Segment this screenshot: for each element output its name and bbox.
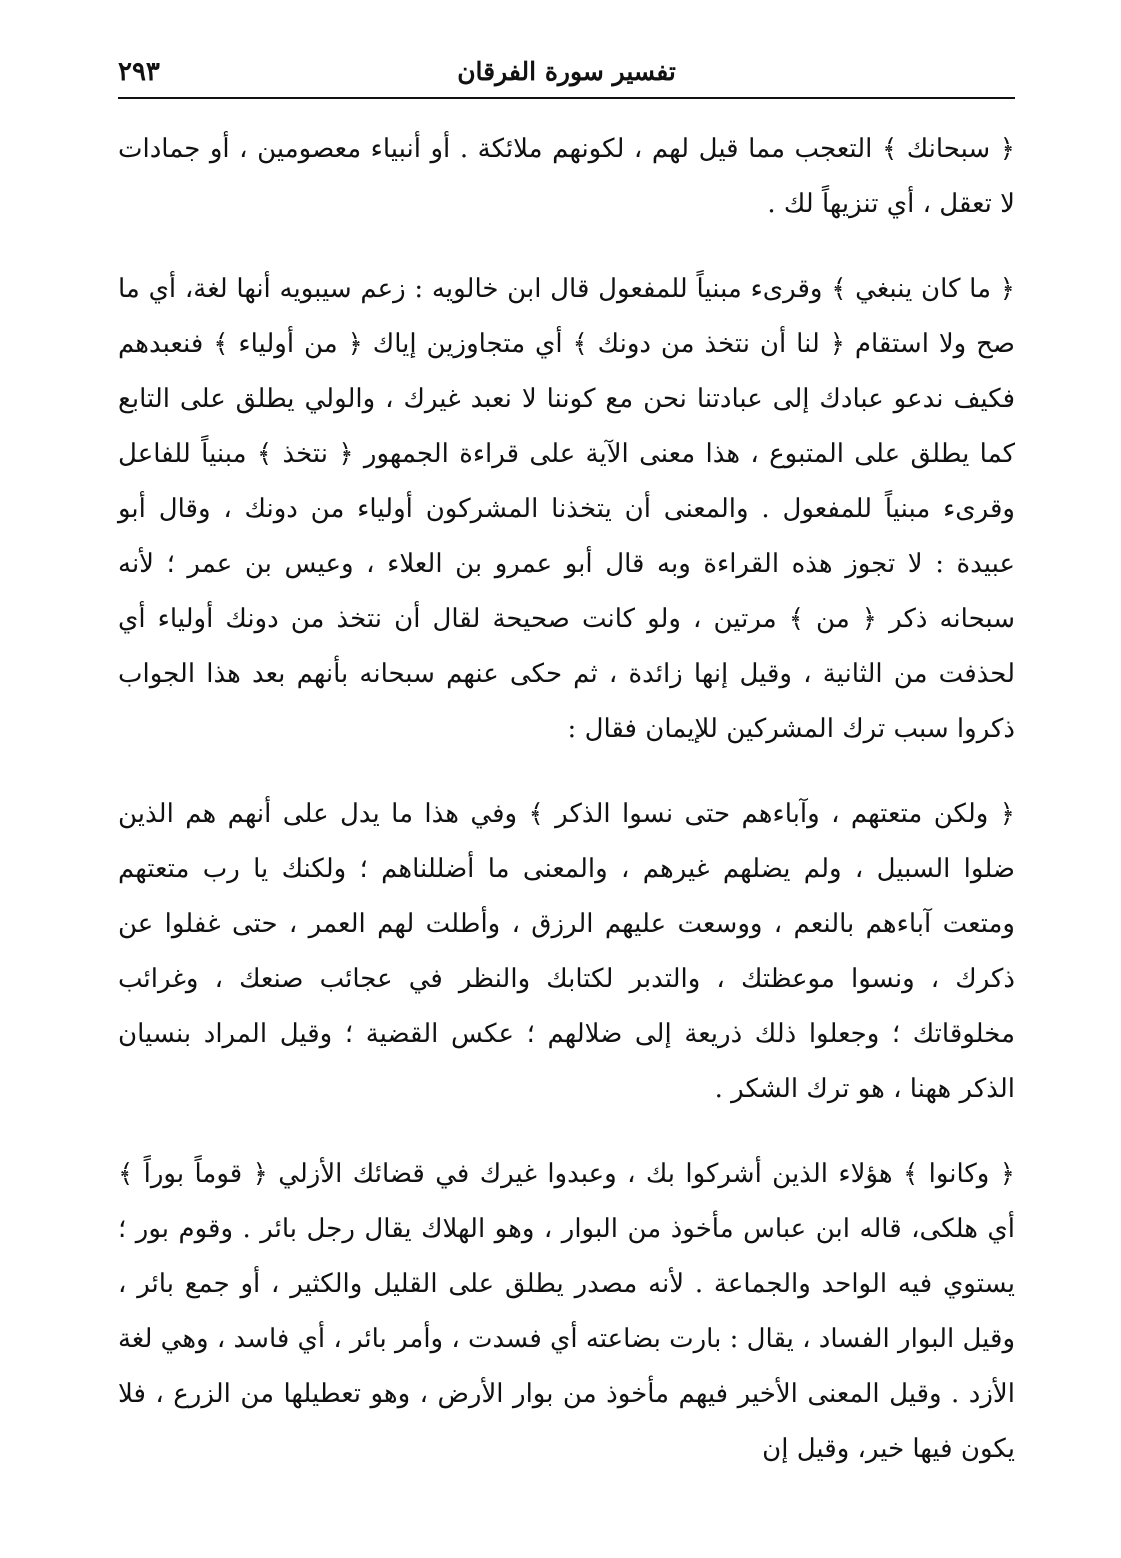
paragraph: ﴿ وكانوا ﴾ هؤلاء الذين أشركوا بك ، وعبدوا غيرك في قضائك الأزلي ﴿ قوماً بوراً ﴾ أي هلكى، قاله ابن عباس مأخوذ من البوار ، وهو الهلاك يقال رجل بائر . وقوم بور ؛ يستوي فيه الواحد والجماعة . لأنه مصدر يطلق على القليل والكثير ، أو جمع بائر ، وقيل البوار الفساد ، يقال : بارت بضاعته أي فسدت ، وأمر بائر ، أي فاسد ، وهي لغة الأزد . وقيل المعنى الأخير فيهم مأخوذ من بوار الأرض ، وهو تعطيلها من الزرع ، فلا يكون فيها خير، وقيل إن — [117, 1159, 1015, 1464]
paragraph: ﴿ ولكن متعتهم ، وآباءهم حتى نسوا الذكر ﴾ وفي هذا ما يدل على أنهم هم الذين ضلوا السبيل ، ولم يضلهم غيرهم ، والمعنى ما أضللناهم ؛ ولكنك يا رب متعتهم ومتعت آباءهم بالنعم ، ووسعت عليهم الرزق ، وأطلت لهم العمر ، حتى غفلوا عن ذكرك ، ونسوا موعظتك ، والتدبر لكتابك والنظر في عجائب صنعك ، وغرائب مخلوقاتك ؛ وجعلوا ذلك ذريعة إلى ضلالهم ؛ عكس القضية ؛ وقيل المراد بنسيان الذكر ههنا ، هو ترك الشكر . — [118, 799, 1015, 1104]
page-header — [118, 52, 1015, 96]
page-number: ٢٩٣ — [118, 57, 160, 87]
page-body — [118, 122, 1015, 1507]
paragraph: ﴿ ما كان ينبغي ﴾ وقرىء مبنياً للمفعول قال ابن خالويه : زعم سيبويه أنها لغة، أي ما صح ولا استقام ﴿ لنا أن نتخذ من دونك ﴾ أي متجاوزين إياك ﴿ من أولياء ﴾ فنعبدهم فكيف ندعو عبادك إلى عبادتنا نحن مع كوننا لا نعبد غيرك ، والولي يطلق على التابع كما يطلق على المتبوع ، هذا معنى الآية على قراءة الجمهور ﴿ نتخذ ﴾ مبنياً للفاعل وقرىء مبنياً للمفعول . والمعنى أن يتخذنا المشركون أولياء من دونك ، وقال أبو عبيدة : لا تجوز هذه القراءة وبه قال أبو عمرو بن العلاء ، وعيس بن عمر ؛ لأنه سبحانه ذكر ﴿ من ﴾ مرتين ، ولو كانت صحيحة لقال أن نتخذ من دونك أولياء أي لحذفت من الثانية ، وقيل إنها زائدة ، ثم حكى عنهم سبحانه بأنهم بعد هذا الجواب ذكروا سبب ترك المشركين للإيمان فقال : — [118, 274, 1016, 744]
paragraph: ﴿ سبحانك ﴾ التعجب مما قيل لهم ، لكونهم ملائكة . أو أنبياء معصومين ، أو جمادات لا تعقل ، أي تنزيهاً لك . — [118, 134, 1015, 219]
running-title: تفسير سورة الفرقان — [457, 57, 676, 86]
header-rule — [118, 97, 1015, 99]
